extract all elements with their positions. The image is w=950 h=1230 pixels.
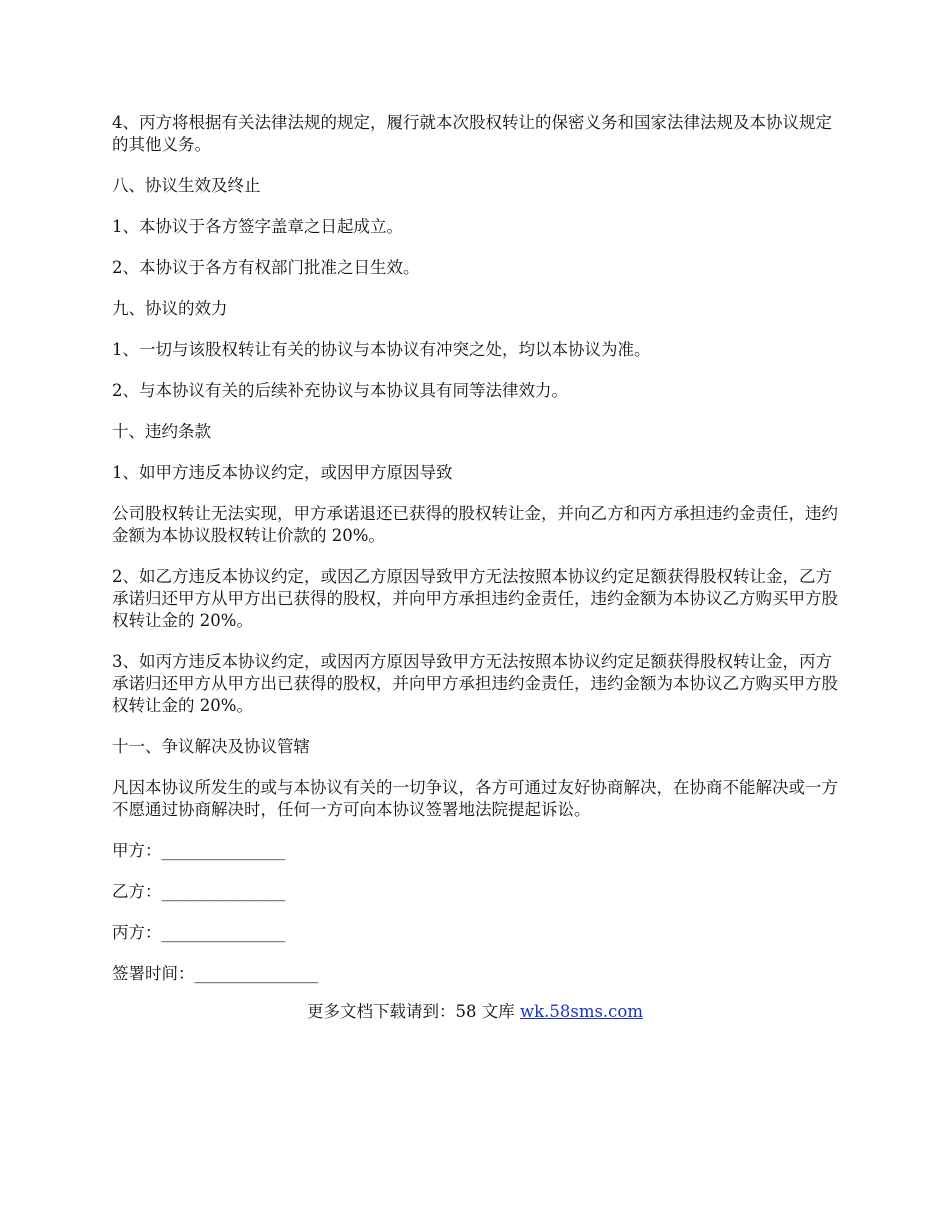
clause-11-body: 凡因本协议所发生的或与本协议有关的一切争议，各方可通过友好协商解决，在协商不能解决或一方不愿通过协商解决时，任何一方可向本协议签署地法院提起诉讼。 (112, 778, 838, 819)
clause-10-1: 1、如甲方违反本协议约定，或因甲方原因导致 (112, 463, 453, 482)
signature-party-a: 甲方：_______________ (112, 841, 286, 860)
footer-link[interactable]: wk.58sms.com (519, 1002, 643, 1021)
clause-9-1: 1、一切与该股权转让有关的协议与本协议有冲突之处，均以本协议为准。 (112, 340, 651, 359)
section-10-heading: 十、违约条款 (112, 422, 211, 441)
clause-10-1-continued: 公司股权转让无法实现，甲方承诺退还已获得的股权转让金，并向乙方和丙方承担违约金责任，违约金额为本协议股权转让价款的 20%。 (112, 504, 838, 545)
signature-date: 签署时间：_______________ (112, 964, 319, 983)
document-body (112, 112, 842, 1004)
clause-3-4-confidentiality: 4、丙方将根据有关法律法规的规定，履行就本次股权转让的保密义务和国家法律法规及本协议规定的其他义务。 (112, 113, 832, 154)
clause-8-1: 1、本协议于各方签字盖章之日起成立。 (112, 217, 403, 236)
clause-9-2: 2、与本协议有关的后续补充协议与本协议具有同等法律效力。 (112, 381, 568, 400)
clause-10-3: 3、如丙方违反本协议约定，或因丙方原因导致甲方无法按照本协议约定足额获得股权转让金，丙方承诺归还甲方从甲方出已获得的股权，并向甲方承担违约金责任，违约金额为本协议乙方购买甲方股权转让金的 20%。 (112, 652, 838, 715)
section-8-heading: 八、协议生效及终止 (112, 176, 261, 195)
section-9-heading: 九、协议的效力 (112, 299, 228, 318)
signature-party-c: 丙方：_______________ (112, 923, 286, 942)
signature-party-b: 乙方：_______________ (112, 882, 286, 901)
section-11-heading: 十一、争议解决及协议管辖 (112, 737, 310, 756)
footer-prefix: 更多文档下载请到：58 文库 (306, 1002, 520, 1021)
clause-8-2: 2、本协议于各方有权部门批准之日生效。 (112, 258, 420, 277)
clause-10-2: 2、如乙方违反本协议约定，或因乙方原因导致甲方无法按照本协议约定足额获得股权转让金，乙方承诺归还甲方从甲方出已获得的股权，并向甲方承担违约金责任，违约金额为本协议乙方购买甲方股权转让金的 20%。 (112, 567, 838, 630)
download-footer (0, 1001, 950, 1023)
